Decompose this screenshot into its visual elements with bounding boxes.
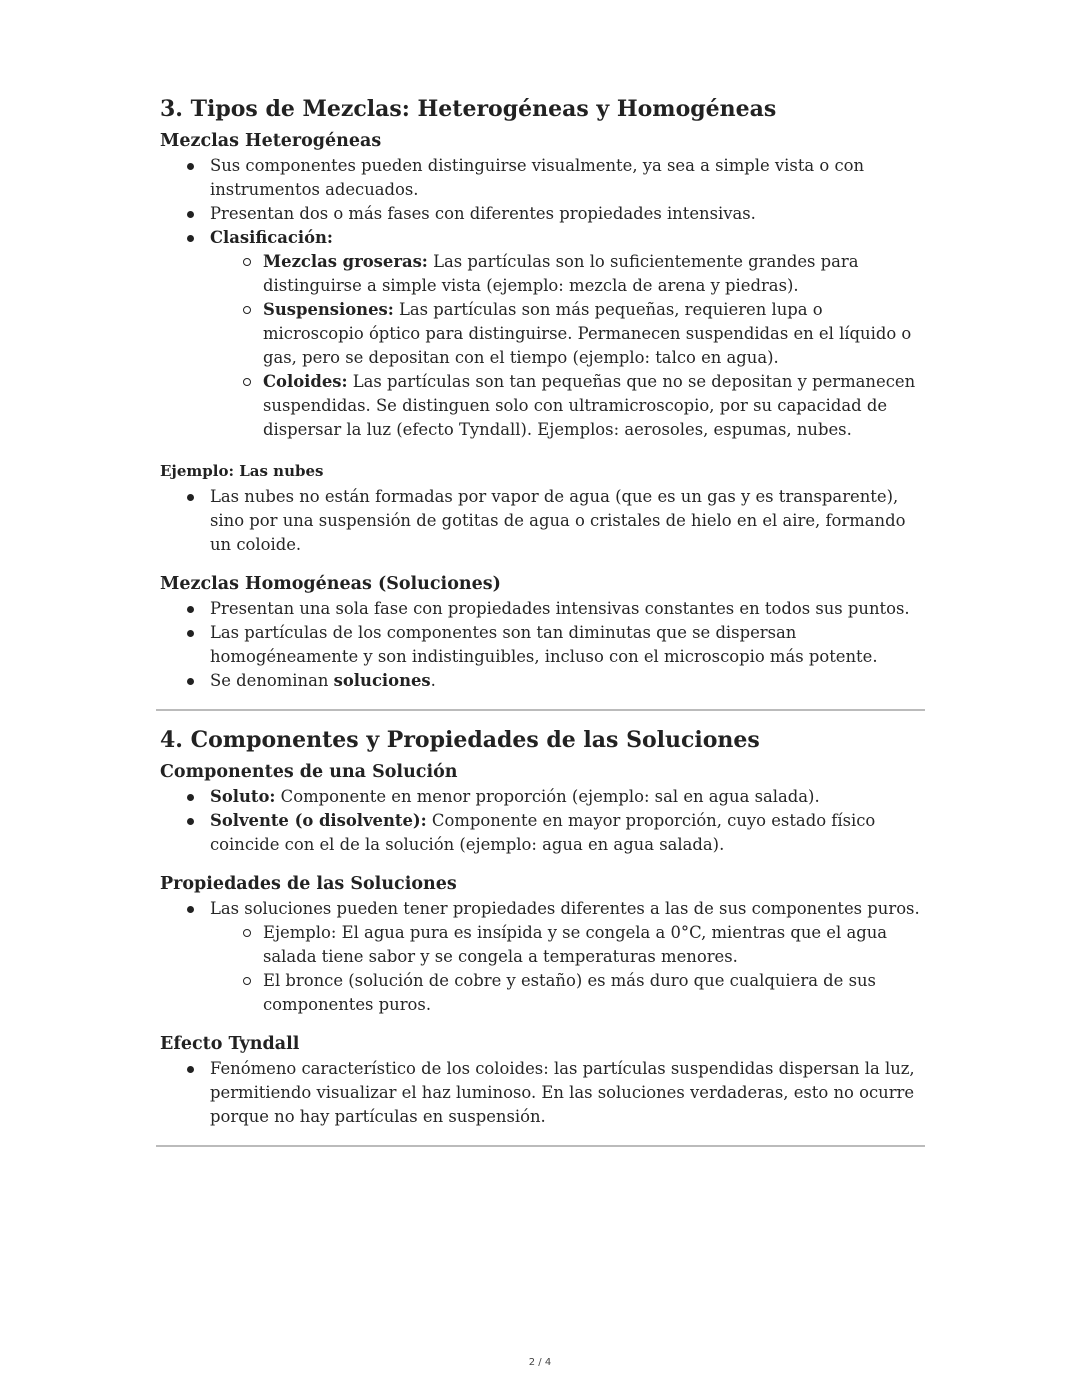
list-item: Ejemplo: El agua pura es insípida y se congela a 0°C, mientras que el agua salada tiene sabor y se congela a temperaturas menores. bbox=[210, 921, 925, 969]
list-item: Presentan dos o más fases con diferentes propiedades intensivas. bbox=[160, 202, 925, 226]
list-item bbox=[160, 897, 925, 1017]
list-item bbox=[160, 785, 925, 809]
homogeneous-list bbox=[160, 597, 925, 693]
heterogeneous-list bbox=[160, 154, 925, 442]
classification-label: Clasificación: bbox=[210, 228, 333, 247]
list-item: Fenómeno característico de los coloides: las partículas suspendidas dispersan la luz, permitiendo visualizar el haz luminoso. En las soluciones verdaderas, esto no ocurre porque no hay partículas en suspensión. bbox=[160, 1057, 925, 1129]
definition: Componente en mayor proporción, cuyo estado físico coincide con el de la solución (ejemplo: agua en agua salada). bbox=[210, 811, 876, 854]
list-item: Las nubes no están formadas por vapor de agua (que es un gas y es transparente), sino por una suspensión de gotitas de agua o cristales de hielo en el aire, formando un coloide. bbox=[160, 485, 925, 557]
term: soluciones bbox=[333, 671, 431, 690]
properties-sublist bbox=[210, 921, 925, 1017]
definition: Las partículas son más pequeñas, requieren lupa o microscopio óptico para distinguirse. Permanecen suspendidas en el líquido o gas, pero se depositan con el tiempo (ejemplo: talco en agua). bbox=[263, 300, 912, 367]
homogeneous-heading: Mezclas Homogéneas (Soluciones) bbox=[160, 574, 501, 594]
components-list bbox=[160, 785, 925, 857]
heterogeneous-heading: Mezclas Heterogéneas bbox=[160, 131, 382, 151]
example-list bbox=[160, 485, 925, 557]
term: Suspensiones: bbox=[263, 300, 394, 319]
term: Mezclas groseras: bbox=[263, 252, 428, 271]
example-heading: Ejemplo: Las nubes bbox=[160, 462, 324, 480]
list-item bbox=[160, 226, 925, 442]
term: Coloides: bbox=[263, 372, 348, 391]
section-4-title: 4. Componentes y Propiedades de las Soluciones bbox=[160, 727, 760, 753]
tyndall-list bbox=[160, 1057, 925, 1129]
tyndall-heading: Efecto Tyndall bbox=[160, 1034, 300, 1054]
text: Se denominan bbox=[210, 671, 334, 690]
section-divider bbox=[156, 709, 925, 711]
document-page bbox=[160, 94, 925, 1161]
definition: Las partículas son tan pequeñas que no se depositan y permanecen suspendidas. Se distinguen solo con ultramicroscopio, por su capacidad de dispersar la luz (efecto Tyndall). Ejemplos: aerosoles, espumas, nubes. bbox=[263, 372, 916, 439]
definition: Las partículas son lo suficientemente grandes para distinguirse a simple vista (ejemplo: mezcla de arena y piedras). bbox=[263, 252, 859, 295]
properties-heading: Propiedades de las Soluciones bbox=[160, 874, 457, 894]
section-3-title: 3. Tipos de Mezclas: Heterogéneas y Homogéneas bbox=[160, 96, 777, 122]
list-item bbox=[210, 250, 925, 298]
list-item: Sus componentes pueden distinguirse visualmente, ya sea a simple vista o con instrumentos adecuados. bbox=[160, 154, 925, 202]
list-item: El bronce (solución de cobre y estaño) es más duro que cualquiera de sus componentes puros. bbox=[210, 969, 925, 1017]
properties-list bbox=[160, 897, 925, 1017]
classification-list bbox=[210, 250, 925, 442]
components-heading: Componentes de una Solución bbox=[160, 762, 458, 782]
section-divider bbox=[156, 1145, 925, 1147]
text: . bbox=[430, 671, 436, 690]
definition: Componente en menor proporción (ejemplo: sal en agua salada). bbox=[275, 787, 820, 806]
list-item: Las partículas de los componentes son tan diminutas que se dispersan homogéneamente y son indistinguibles, incluso con el microscopio más potente. bbox=[160, 621, 925, 669]
text: Las soluciones pueden tener propiedades diferentes a las de sus componentes puros. bbox=[210, 899, 920, 918]
list-item bbox=[210, 298, 925, 370]
list-item bbox=[160, 809, 925, 857]
list-item bbox=[210, 370, 925, 442]
term: Soluto: bbox=[210, 787, 276, 806]
list-item bbox=[160, 669, 925, 693]
term: Solvente (o disolvente): bbox=[210, 811, 427, 830]
list-item: Presentan una sola fase con propiedades intensivas constantes en todos sus puntos. bbox=[160, 597, 925, 621]
page-number: 2 / 4 bbox=[528, 1357, 552, 1368]
